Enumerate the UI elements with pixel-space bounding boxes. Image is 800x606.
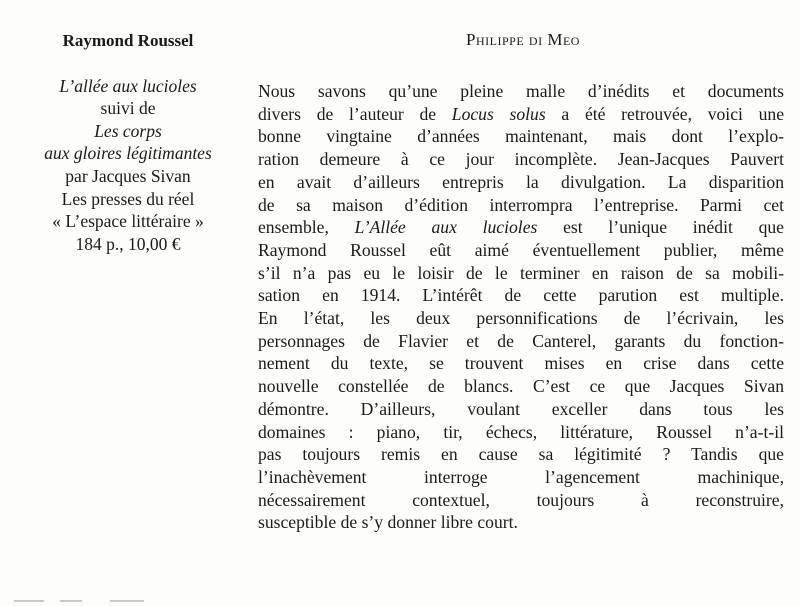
text-segment: de sa maison d’édition interrompra l’entreprise. Parmi cet — [258, 194, 784, 215]
review-line — [258, 125, 784, 148]
text-segment: s’il n’a pas eu le loisir de le terminer en raison de sa mobili- — [258, 262, 784, 283]
text-segment: ration demeure à ce jour incomplète. Jean-Jacques Pauvert — [258, 149, 784, 170]
text-segment: bonne vingtaine d’années maintenant, mais dont l’explo- — [258, 126, 784, 147]
text-segment: nement du texte, se trouvent mises en crise dans cette — [258, 353, 784, 374]
review-body — [258, 80, 784, 534]
text-segment: En l’état, les deux personnifications de l’écrivain, les — [258, 308, 784, 329]
text-segment: divers de l’auteur de — [258, 103, 452, 124]
text-segment: nouvelle constellée de blancs. C’est ce que Jacques Sivan — [258, 376, 784, 397]
review-line — [258, 352, 784, 375]
review — [258, 30, 784, 534]
review-line — [258, 194, 784, 217]
text-segment: Raymond Roussel eût aimé éventuellement publier, même — [258, 239, 784, 260]
book-author: Raymond Roussel — [62, 31, 194, 50]
second-author: par Jacques Sivan — [65, 165, 191, 186]
italic-title: L’Allée aux lucioles — [354, 217, 538, 238]
scan-mark — [110, 600, 144, 602]
book-title: L’allée aux lucioles — [59, 75, 197, 96]
text-segment: ensemble, — [258, 217, 355, 238]
review-line — [258, 307, 784, 330]
text-segment: nécessairement contextuel, toujours à reconstruire, — [258, 489, 784, 510]
review-line — [258, 330, 784, 353]
publisher: Les presses du réel — [61, 188, 195, 209]
review-line — [258, 239, 784, 262]
scan-mark — [60, 600, 82, 602]
second-title-line-1: Les corps — [94, 120, 162, 141]
review-line — [258, 443, 784, 466]
scan-mark — [14, 600, 44, 602]
reviewer-name: Philippe di Meo — [466, 30, 580, 49]
review-line — [258, 171, 784, 194]
review-line — [258, 466, 784, 489]
review-line — [258, 216, 784, 239]
book-notice — [10, 30, 246, 255]
review-line — [258, 398, 784, 421]
pages-price: 184 p., 10,00 € — [75, 233, 181, 254]
review-line — [258, 375, 784, 398]
review-line — [258, 511, 784, 534]
text-segment: personnages de Flavier et de Canterel, garants du fonction- — [258, 330, 784, 351]
text-segment: l’inachèvement interroge l’agencement machinique, — [258, 466, 784, 487]
text-segment: démontre. D’ailleurs, voulant exceller dans tous les — [258, 398, 784, 419]
text-segment: sation en 1914. L’intérêt de cette parution est multiple. — [258, 285, 784, 306]
collection: « L’espace littéraire » — [52, 211, 204, 232]
followed-by: suivi de — [100, 98, 156, 119]
review-line — [258, 80, 784, 103]
text-segment: est l’unique inédit que — [537, 217, 784, 238]
review-line — [258, 148, 784, 171]
review-line — [258, 489, 784, 512]
review-line — [258, 103, 784, 126]
review-line — [258, 284, 784, 307]
text-segment: pas toujours remis en cause sa légitimité ? Tandis que — [258, 444, 784, 465]
text-segment: susceptible de s’y donner libre court. — [258, 512, 518, 533]
text-segment: en avait d’ailleurs entrepris la divulgation. La disparition — [258, 171, 784, 192]
second-title-line-2: aux gloires légitimantes — [44, 143, 212, 164]
text-segment: a été retrouvée, voici une — [545, 103, 785, 124]
review-line — [258, 421, 784, 444]
italic-title: Locus solus — [451, 103, 546, 124]
text-segment: Nous savons qu’une pleine malle d’inédits et documents — [258, 81, 784, 101]
text-segment: domaines : piano, tir, échecs, littérature, Roussel n’a-t-il — [258, 421, 784, 442]
review-line — [258, 262, 784, 285]
